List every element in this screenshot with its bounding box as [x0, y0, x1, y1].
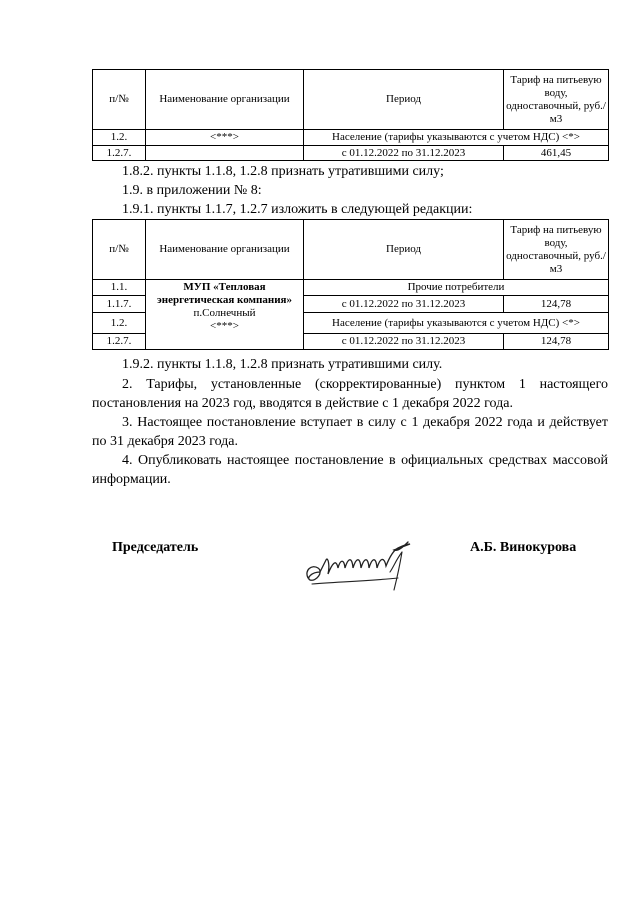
- row-org: <***>: [146, 130, 304, 146]
- row-period: Население (тарифы указываются с учетом НДС) <*>: [304, 313, 609, 334]
- header-num: п/№: [93, 70, 146, 130]
- row-num: 1.1.: [93, 280, 146, 296]
- row-period: Население (тарифы указываются с учетом НДС) <*>: [304, 130, 609, 146]
- paragraph-2: 2. Тарифы, установленные (скорректированные) пунктом 1 настоящего постановления на 2023 год, вводятся в действие с 1 декабря 2022 года.: [92, 377, 608, 411]
- row-num: 1.2.7.: [93, 146, 146, 161]
- row-value: 124,78: [504, 334, 609, 350]
- row-num: 1.2.7.: [93, 334, 146, 350]
- item-1-8-2: 1.8.2. пункты 1.1.8, 1.2.8 признать утратившими силу;: [122, 164, 444, 179]
- signature-role: Председатель: [112, 540, 199, 555]
- row-num: 1.1.7.: [93, 296, 146, 313]
- row-num: 1.2.: [93, 130, 146, 146]
- paragraph-4: 4. Опубликовать настоящее постановление в официальных средствах массовой информации.: [92, 453, 608, 487]
- row-value: 124,78: [504, 296, 609, 313]
- header-num: п/№: [93, 220, 146, 280]
- tariff-table-continued: [92, 69, 609, 161]
- table-row: [93, 146, 609, 161]
- item-1-9-2: 1.9.2. пункты 1.1.8, 1.2.8 признать утратившими силу.: [122, 357, 443, 372]
- org-cell: [146, 280, 304, 350]
- row-value: 461,45: [504, 146, 609, 161]
- row-period: с 01.12.2022 по 31.12.2023: [304, 334, 504, 350]
- row-org-empty: [146, 146, 304, 161]
- row-num: 1.2.: [93, 313, 146, 334]
- header-tariff: Тариф на питьевую воду, одноставочный, руб./м3: [504, 220, 609, 280]
- header-org: Наименование организации: [146, 70, 304, 130]
- org-name: МУП «Тепловая энергетическая компания»: [157, 281, 292, 306]
- signature-name: А.Б. Винокурова: [470, 540, 577, 555]
- table-row: [93, 280, 609, 296]
- org-note: <***>: [210, 320, 239, 332]
- table-row: [93, 130, 609, 146]
- header-org: Наименование организации: [146, 220, 304, 280]
- row-period: с 01.12.2022 по 31.12.2023: [304, 296, 504, 313]
- header-tariff: Тариф на питьевую воду, одноставочный, руб./м3: [504, 70, 609, 130]
- header-period: Период: [304, 70, 504, 130]
- row-period: Прочие потребители: [304, 280, 609, 296]
- item-1-9-1: 1.9.1. пункты 1.1.7, 1.2.7 изложить в следующей редакции:: [122, 202, 473, 217]
- handwritten-signature: [298, 538, 438, 598]
- tariff-table-new: [92, 219, 609, 350]
- header-period: Период: [304, 220, 504, 280]
- row-period: с 01.12.2022 по 31.12.2023: [304, 146, 504, 161]
- item-1-9: 1.9. в приложении № 8:: [122, 183, 262, 198]
- paragraph-3: 3. Настоящее постановление вступает в силу с 1 декабря 2022 года и действует по 31 декабря 2023 года.: [92, 415, 608, 449]
- org-place: п.Солнечный: [193, 307, 256, 319]
